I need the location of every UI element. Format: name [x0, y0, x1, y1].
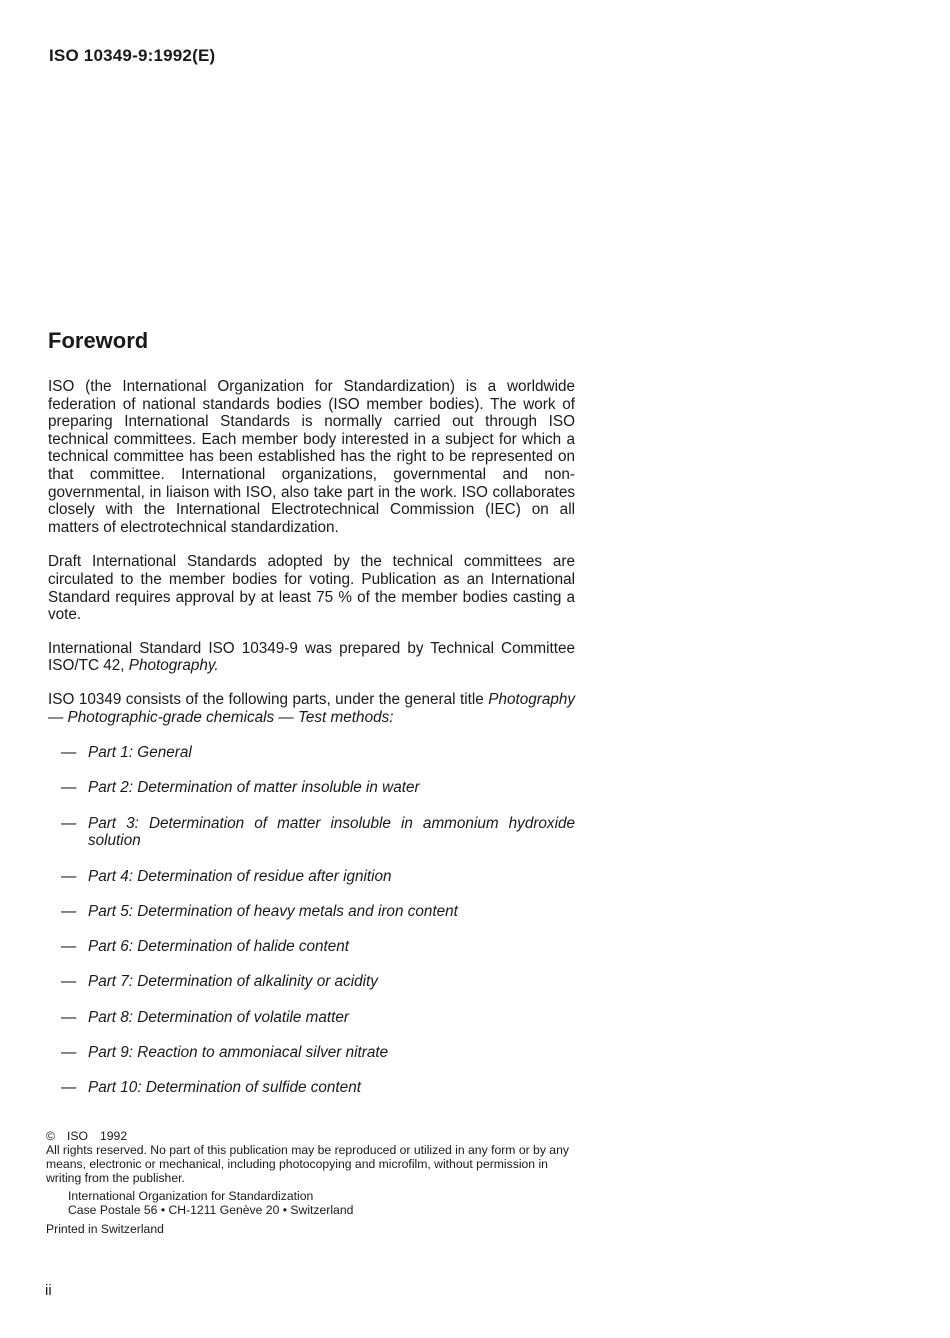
- parts-list: [48, 744, 575, 1097]
- list-dash: —: [61, 902, 77, 920]
- foreword-paragraph-4: [48, 691, 575, 726]
- copyright-block: [46, 1129, 576, 1236]
- foreword-paragraph-3: [48, 640, 575, 675]
- list-item: [48, 903, 575, 921]
- list-item: [48, 938, 575, 956]
- publisher-address: [46, 1189, 576, 1217]
- paragraph-3-text: International Standard ISO 10349-9 was prepared by Technical Committee ISO/TC 42,: [48, 639, 575, 675]
- list-dash: —: [61, 814, 77, 832]
- list-dash: —: [61, 779, 77, 797]
- part-title: Part 2: Determination of matter insoluble in water: [88, 779, 420, 797]
- list-item: [48, 1009, 575, 1027]
- list-item: [48, 744, 575, 762]
- list-dash: —: [61, 1043, 77, 1061]
- list-item: [48, 1079, 575, 1097]
- list-dash: —: [61, 744, 77, 762]
- list-item: [48, 779, 575, 797]
- foreword-heading: Foreword: [48, 328, 149, 353]
- copyright-owner: ISO: [66, 1129, 88, 1143]
- page-number: ii: [45, 1282, 52, 1299]
- list-dash: —: [61, 1079, 77, 1097]
- foreword-body: [48, 378, 575, 1115]
- part-title: Part 6: Determination of halide content: [88, 938, 350, 956]
- rights-notice: All rights reserved. No part of this publication may be reproduced or utilized in any form or by any means, electronic or mechanical, including photocopying and microfilm, without permission in writing from the publisher.: [46, 1143, 569, 1185]
- printed-in: Printed in Switzerland: [46, 1222, 164, 1236]
- part-title: Part 4: Determination of residue after ignition: [88, 867, 392, 885]
- part-title: Part 10: Determination of sulfide content: [88, 1079, 361, 1097]
- general-title: Photography — Photographic-grade chemicals — Test methods:: [48, 690, 575, 726]
- part-title: Part 8: Determination of volatile matter: [88, 1008, 350, 1026]
- document-id: ISO 10349-9:1992(E): [49, 46, 216, 65]
- part-title: Part 9: Reaction to ammoniacal silver nitrate: [88, 1043, 389, 1061]
- foreword-paragraph-1: ISO (the International Organization for Standardization) is a worldwide federation of national standards bodies (ISO member bodies). The work of preparing International Standards is normally carried out through ISO technical committees. Each member body interested in a subject for which a technical committee has been established has the right to be represented on that committee. International organizations, governmental and non-governmental, in liaison with ISO, also take part in the work. ISO collaborates closely with the International Electrotechnical Commission (IEC) on all matters of electrotechnical standardization.: [48, 378, 575, 536]
- list-item: [48, 815, 575, 850]
- copyright-symbol: ©: [46, 1129, 55, 1143]
- copyright-year: 1992: [99, 1129, 128, 1143]
- part-title: Part 5: Determination of heavy metals and iron content: [88, 902, 458, 920]
- part-title: Part 7: Determination of alkalinity or acidity: [88, 973, 378, 991]
- list-dash: —: [61, 1008, 77, 1026]
- part-title: Part 1: General: [88, 744, 192, 762]
- list-item: [48, 1044, 575, 1062]
- list-dash: —: [61, 938, 77, 956]
- part-title: Part 3: Determination of matter insoluble in ammonium hydroxide solution: [88, 814, 575, 850]
- list-item: [48, 868, 575, 886]
- list-dash: —: [61, 867, 77, 885]
- publisher-postal: Case Postale 56 • CH-1211 Genève 20 • Switzerland: [68, 1203, 354, 1217]
- committee-title: Photography.: [128, 657, 219, 675]
- publisher-org: International Organization for Standardization: [68, 1189, 314, 1203]
- copyright-line: [46, 1129, 576, 1143]
- list-item: [48, 973, 575, 991]
- paragraph-4-text: ISO 10349 consists of the following parts, under the general title: [48, 690, 489, 708]
- list-dash: —: [61, 973, 77, 991]
- foreword-paragraph-2: Draft International Standards adopted by the technical committees are circulated to the member bodies for voting. Publication as an International Standard requires approval by at least 75 % of the member bodies casting a vote.: [48, 553, 575, 624]
